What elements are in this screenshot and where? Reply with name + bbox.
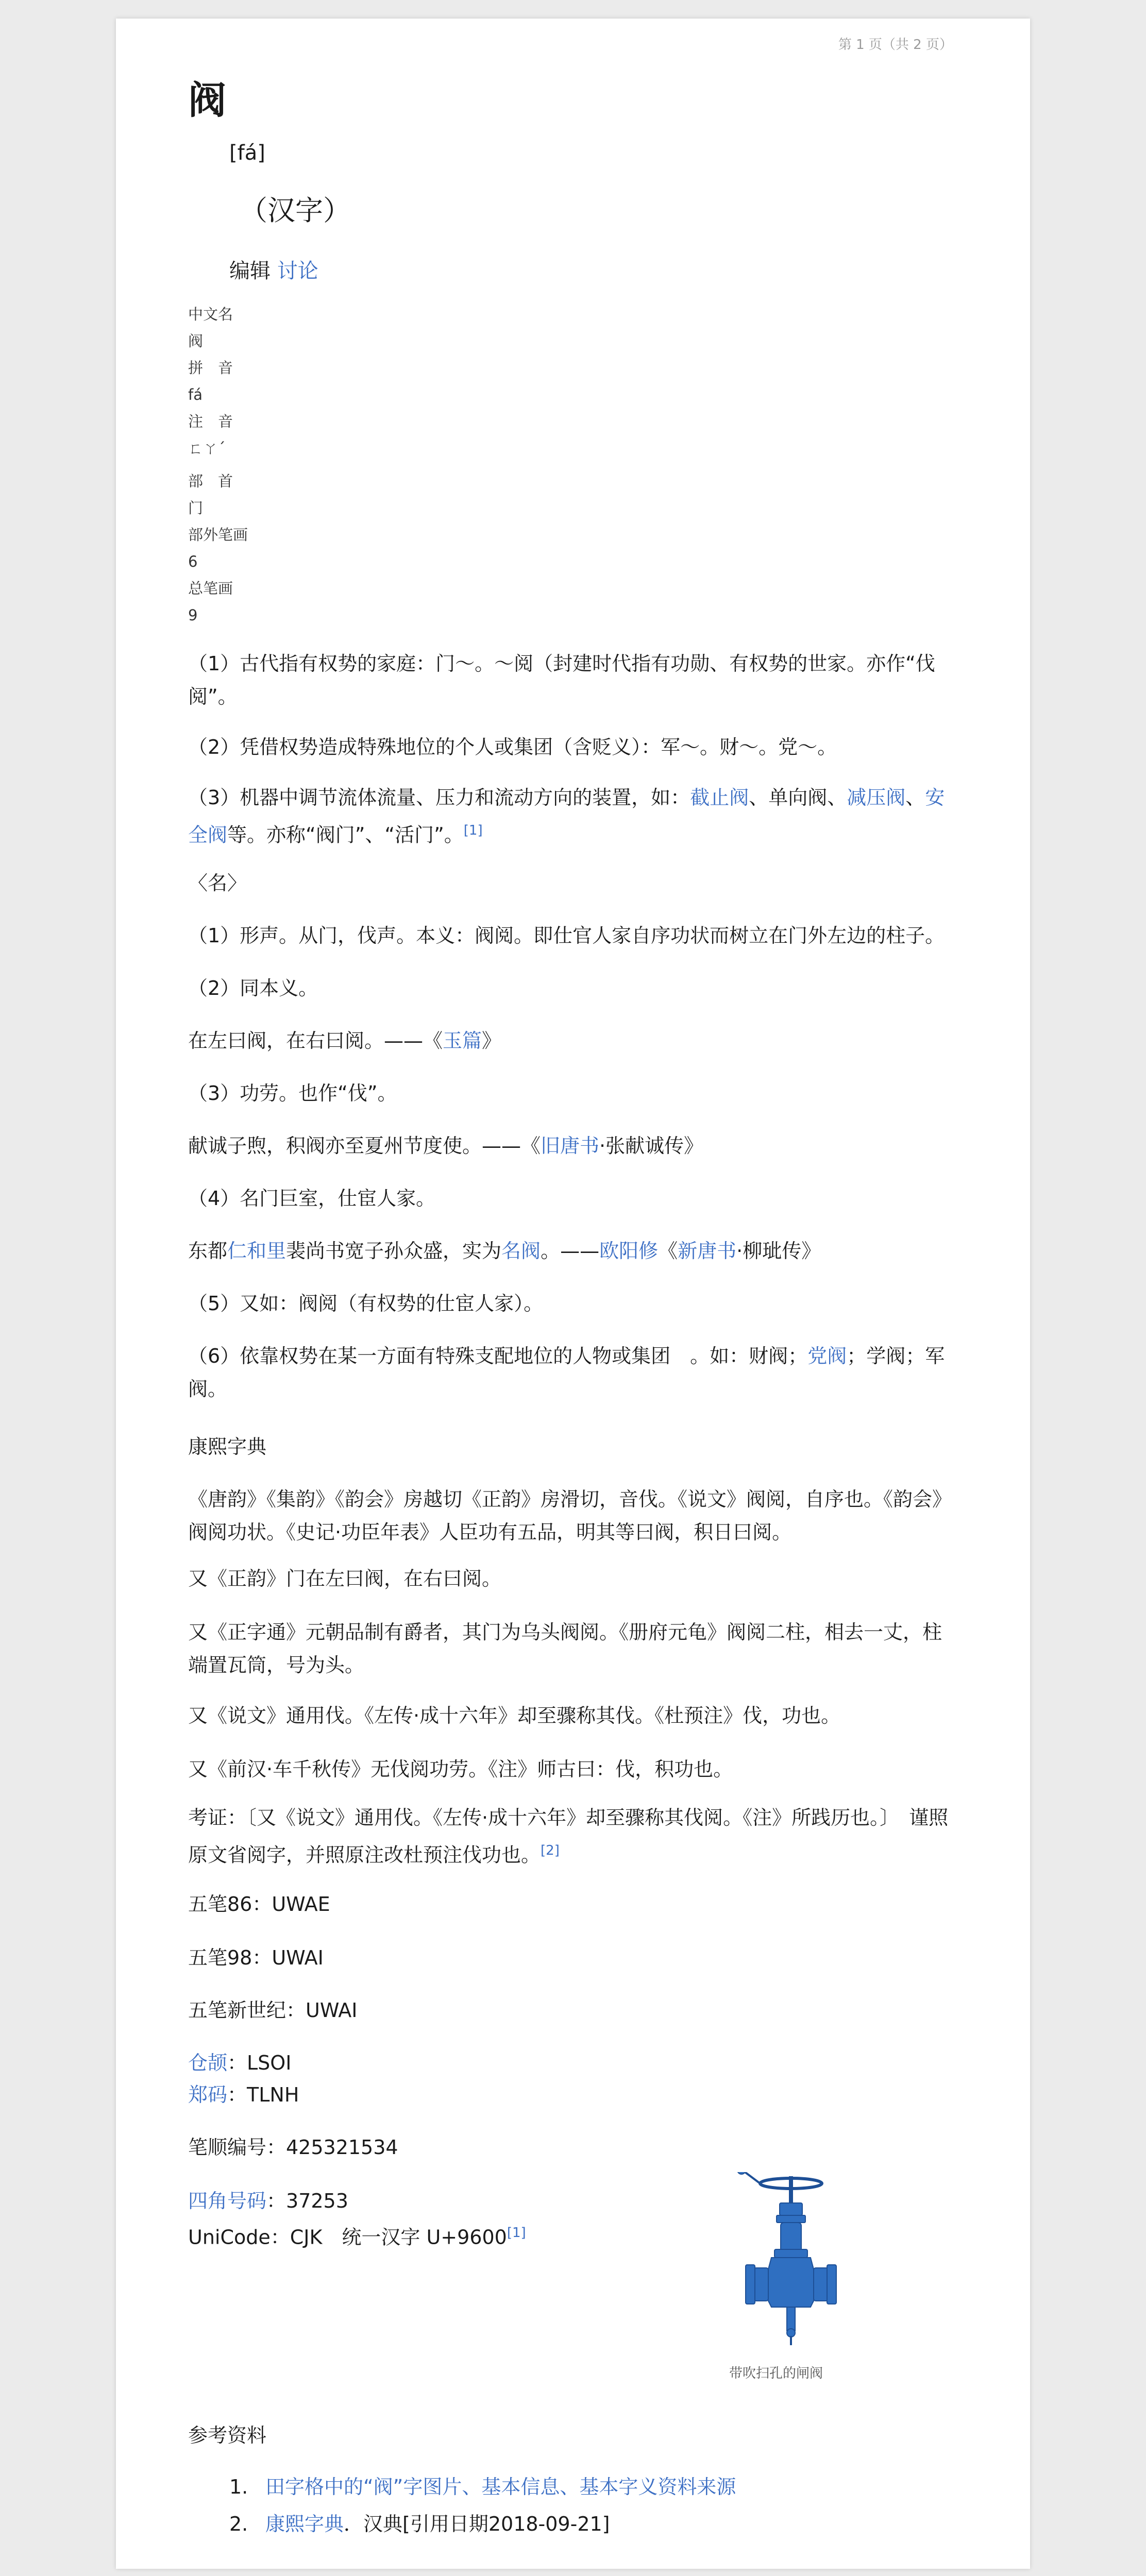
definition-paragraph: （4）名门巨室，仕宦人家。: [188, 1187, 436, 1210]
info-value: 门: [188, 499, 204, 517]
definition-paragraph: （1）古代指有权势的家庭：门～。～阅（封建时代指有功勋、有权势的世家。亦作“伐阅”。: [188, 652, 935, 708]
kangxi-paragraph: 又《正字通》元朝品制有爵者，其门为乌头阀阅。《册府元龟》阀阅二柱，相去一丈，柱端置瓦筒，号为头。: [188, 1621, 942, 1676]
definition-paragraph: （1）形声。从门，伐声。本义：阀阅。即仕官人家自序功状而树立在门外左边的柱子。: [188, 924, 945, 947]
figure-caption: 带吹扫孔的闸阀: [729, 2366, 823, 2381]
info-value: ㄈㄚˊ: [188, 439, 226, 457]
edit-row: [229, 255, 318, 284]
definition-paragraph: （2）同本义。: [188, 977, 318, 999]
info-value: 9: [188, 606, 198, 624]
definition-paragraph: （3）功劳。也作“伐”。: [188, 1082, 397, 1105]
gate-valve-image: [734, 2172, 848, 2347]
code-line: 五笔98：UWAI: [188, 1946, 324, 1969]
link-renheli[interactable]: 仁和里: [227, 1240, 286, 1262]
reference-item: 2. 康熙字典．汉典[引用日期2018-09-21]: [229, 2513, 610, 2535]
link-sijiao[interactable]: 四角号码: [188, 2190, 267, 2212]
definition-paragraph: （5）又如：阀阅（有权势的仕宦人家）。: [188, 1292, 544, 1315]
page-counter: 第 1 页（共 2 页）: [838, 37, 953, 53]
reference-number: 2.: [229, 2513, 248, 2535]
reference-item: [229, 2471, 736, 2499]
code-line: 笔顺编号：425321534: [188, 2136, 398, 2159]
info-box: [188, 301, 248, 629]
quote-paragraph: 在左曰阀，在右曰阅。——《玉篇》: [188, 1029, 502, 1052]
link-cangjie[interactable]: 仓颉: [188, 2052, 228, 2074]
info-label: 拼 音: [188, 359, 233, 377]
kangxi-paragraph: 又《前汉·车千秋传》无伐阅功劳。《注》师古曰：伐，积功也。: [188, 1758, 733, 1781]
link-ouyangxiu[interactable]: 欧阳修: [599, 1240, 659, 1262]
definition-paragraph: （3）机器中调节流体流量、压力和流动方向的装置，如：截止阀、单向阀、减压阀、安全阀等。亦称“阀门”、“活门”。[1]: [188, 786, 945, 846]
definition-paragraph: （6）依靠权势在某一方面有特殊支配地位的人物或集团 。如：财阀；党阀；学阀；军阀。: [188, 1345, 945, 1400]
quote-paragraph: 献诚子煦，积阀亦至夏州节度使。——《旧唐书·张献诚传》: [188, 1134, 704, 1157]
reference-number: 1.: [229, 2476, 248, 2498]
code-line: 五笔86：UWAE: [188, 1893, 330, 1916]
info-label: 部 首: [188, 472, 233, 490]
citation-link[interactable]: [2]: [541, 1843, 560, 1858]
kaozheng-paragraph: 考证：〔又《说文》通用伐。《左传·成十六年》却至骤称其伐阅。《注》所践历也。〕 谨照原文省阅字，并照原注改杜预注伐功也。[2]: [188, 1806, 949, 1867]
link-jiutangshu[interactable]: 旧唐书: [541, 1134, 600, 1157]
link-jiezhifa[interactable]: 截止阀: [690, 786, 749, 809]
info-value: fá: [188, 386, 203, 403]
link-jianyafa[interactable]: 减压阀: [847, 786, 906, 809]
pinyin: [fá]: [229, 141, 265, 165]
info-value: 6: [188, 553, 198, 570]
info-label: 部外笔画: [188, 526, 248, 544]
edit-link[interactable]: 编辑: [229, 259, 271, 283]
reference-link[interactable]: 田字格中的“阀”字图片、基本信息、基本字义资料来源: [265, 2476, 736, 2498]
code-line: 仓颉：LSOI: [188, 2052, 292, 2074]
code-line: UniCode：CJK 统一汉字 U+9600[1]: [188, 2225, 526, 2249]
link-dangfa[interactable]: 党阀: [807, 1345, 847, 1367]
citation-link[interactable]: [1]: [463, 823, 483, 838]
kangxi-paragraph: 又《正韵》门在左曰阀，在右曰阅。: [188, 1567, 502, 1590]
code-line: 五笔新世纪：UWAI: [188, 1999, 358, 2022]
link-mingfa[interactable]: 名阀: [501, 1240, 541, 1262]
kangxi-paragraph: 又《说文》通用伐。《左传·成十六年》却至骤称其伐。《杜预注》伐，功也。: [188, 1704, 841, 1727]
link-anquanfa[interactable]: 安全阀: [188, 786, 945, 846]
citation-link[interactable]: [1]: [507, 2225, 526, 2241]
info-value: 阀: [188, 332, 204, 350]
subtitle: （汉字）: [240, 194, 351, 227]
quote-paragraph: 东都仁和里裴尚书宽子孙众盛，实为名阀。——欧阳修《新唐书·柳玼传》: [188, 1240, 821, 1262]
link-zhengma[interactable]: 郑码: [188, 2083, 228, 2106]
info-label: 总笔画: [188, 580, 233, 597]
definition-paragraph: （2）凭借权势造成特殊地位的个人或集团（含贬义）：军～。财～。党～。: [188, 736, 837, 758]
references-heading: 参考资料: [188, 2424, 267, 2447]
link-xintangshu[interactable]: 新唐书: [678, 1240, 737, 1262]
page-title: 阀: [188, 78, 226, 123]
discuss-link[interactable]: 讨论: [277, 259, 318, 283]
info-label: 中文名: [188, 306, 233, 323]
code-line: 郑码：TLNH: [188, 2083, 299, 2106]
code-line: 四角号码：37253: [188, 2190, 348, 2212]
link-yupian[interactable]: 玉篇: [443, 1029, 482, 1052]
section-label: 〈名〉: [188, 872, 247, 894]
valve-figure: [693, 2172, 848, 2347]
document-page: [116, 19, 1030, 2569]
kangxi-heading: 康熙字典: [188, 1435, 267, 1458]
reference-link[interactable]: 康熙字典: [265, 2513, 344, 2535]
kangxi-paragraph: 《唐韵》《集韵》《韵会》房越切《正韵》房滑切，音伐。《说文》阀阅，自序也。《韵会》阀阅功状。《史记·功臣年表》人臣功有五品，明其等曰阀，积日曰阅。: [188, 1488, 952, 1544]
info-label: 注 音: [188, 413, 233, 430]
